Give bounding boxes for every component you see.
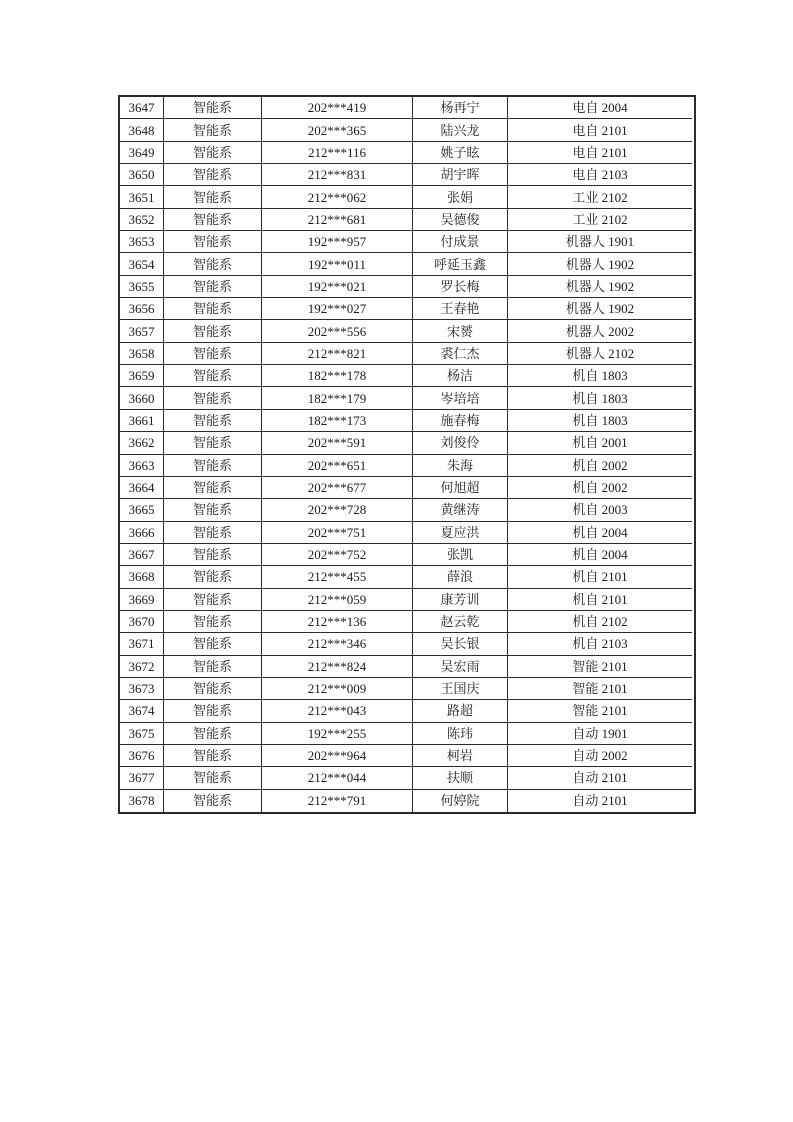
row-index-cell: 3652 xyxy=(120,209,164,231)
name-cell: 扶顺 xyxy=(413,767,508,789)
class-cell: 机器人 2102 xyxy=(508,343,692,365)
department-cell: 智能系 xyxy=(164,298,262,320)
student-id-cell: 202***651 xyxy=(262,455,413,477)
name-cell: 杨再宁 xyxy=(413,97,508,119)
class-cell: 工业 2102 xyxy=(508,186,692,208)
name-cell: 裘仁杰 xyxy=(413,343,508,365)
row-index-cell: 3648 xyxy=(120,119,164,141)
department-cell: 智能系 xyxy=(164,387,262,409)
department-cell: 智能系 xyxy=(164,164,262,186)
class-cell: 机自 1803 xyxy=(508,365,692,387)
class-cell: 电自 2101 xyxy=(508,119,692,141)
student-id-cell: 212***062 xyxy=(262,186,413,208)
row-index-cell: 3666 xyxy=(120,522,164,544)
student-id-cell: 212***824 xyxy=(262,656,413,678)
name-cell: 罗长梅 xyxy=(413,276,508,298)
student-id-cell: 202***556 xyxy=(262,320,413,342)
name-cell: 王春艳 xyxy=(413,298,508,320)
class-cell: 机器人 2002 xyxy=(508,320,692,342)
row-index-cell: 3662 xyxy=(120,432,164,454)
name-cell: 吴长银 xyxy=(413,633,508,655)
name-cell: 黄继涛 xyxy=(413,499,508,521)
row-index-cell: 3651 xyxy=(120,186,164,208)
row-index-cell: 3664 xyxy=(120,477,164,499)
department-cell: 智能系 xyxy=(164,142,262,164)
department-cell: 智能系 xyxy=(164,544,262,566)
name-cell: 陈玮 xyxy=(413,723,508,745)
row-index-cell: 3663 xyxy=(120,455,164,477)
student-id-cell: 212***136 xyxy=(262,611,413,633)
department-cell: 智能系 xyxy=(164,745,262,767)
name-cell: 薛浪 xyxy=(413,566,508,588)
student-id-cell: 212***791 xyxy=(262,790,413,812)
name-cell: 陆兴龙 xyxy=(413,119,508,141)
department-cell: 智能系 xyxy=(164,253,262,275)
class-cell: 智能 2101 xyxy=(508,656,692,678)
row-index-cell: 3677 xyxy=(120,767,164,789)
class-cell: 电自 2004 xyxy=(508,97,692,119)
student-id-cell: 202***365 xyxy=(262,119,413,141)
department-cell: 智能系 xyxy=(164,767,262,789)
row-index-cell: 3657 xyxy=(120,320,164,342)
name-cell: 吴德俊 xyxy=(413,209,508,231)
row-index-cell: 3671 xyxy=(120,633,164,655)
student-id-cell: 212***043 xyxy=(262,700,413,722)
department-cell: 智能系 xyxy=(164,589,262,611)
class-cell: 机自 2001 xyxy=(508,432,692,454)
class-cell: 机器人 1901 xyxy=(508,231,692,253)
student-id-cell: 192***255 xyxy=(262,723,413,745)
class-cell: 自动 2002 xyxy=(508,745,692,767)
row-index-cell: 3656 xyxy=(120,298,164,320)
department-cell: 智能系 xyxy=(164,790,262,812)
class-cell: 机器人 1902 xyxy=(508,276,692,298)
department-cell: 智能系 xyxy=(164,455,262,477)
department-cell: 智能系 xyxy=(164,119,262,141)
row-index-cell: 3668 xyxy=(120,566,164,588)
name-cell: 姚子眩 xyxy=(413,142,508,164)
row-index-cell: 3650 xyxy=(120,164,164,186)
department-cell: 智能系 xyxy=(164,186,262,208)
student-id-cell: 182***173 xyxy=(262,410,413,432)
student-id-cell: 182***179 xyxy=(262,387,413,409)
row-index-cell: 3670 xyxy=(120,611,164,633)
student-id-cell: 212***059 xyxy=(262,589,413,611)
department-cell: 智能系 xyxy=(164,97,262,119)
class-cell: 机自 2102 xyxy=(508,611,692,633)
row-index-cell: 3658 xyxy=(120,343,164,365)
name-cell: 朱海 xyxy=(413,455,508,477)
student-id-cell: 202***751 xyxy=(262,522,413,544)
department-cell: 智能系 xyxy=(164,209,262,231)
row-index-cell: 3672 xyxy=(120,656,164,678)
class-cell: 工业 2102 xyxy=(508,209,692,231)
class-cell: 机自 2004 xyxy=(508,522,692,544)
department-cell: 智能系 xyxy=(164,432,262,454)
name-cell: 何旭超 xyxy=(413,477,508,499)
name-cell: 路超 xyxy=(413,700,508,722)
name-cell: 何婷院 xyxy=(413,790,508,812)
department-cell: 智能系 xyxy=(164,231,262,253)
department-cell: 智能系 xyxy=(164,410,262,432)
name-cell: 杨洁 xyxy=(413,365,508,387)
name-cell: 宋赟 xyxy=(413,320,508,342)
student-id-cell: 212***346 xyxy=(262,633,413,655)
row-index-cell: 3661 xyxy=(120,410,164,432)
class-cell: 机自 2101 xyxy=(508,589,692,611)
class-cell: 电自 2103 xyxy=(508,164,692,186)
department-cell: 智能系 xyxy=(164,633,262,655)
department-cell: 智能系 xyxy=(164,320,262,342)
row-index-cell: 3655 xyxy=(120,276,164,298)
name-cell: 刘俊伶 xyxy=(413,432,508,454)
department-cell: 智能系 xyxy=(164,343,262,365)
class-cell: 机自 1803 xyxy=(508,410,692,432)
student-id-cell: 212***116 xyxy=(262,142,413,164)
row-index-cell: 3673 xyxy=(120,678,164,700)
row-index-cell: 3660 xyxy=(120,387,164,409)
class-cell: 机自 2004 xyxy=(508,544,692,566)
row-index-cell: 3654 xyxy=(120,253,164,275)
row-index-cell: 3647 xyxy=(120,97,164,119)
class-cell: 自动 1901 xyxy=(508,723,692,745)
class-cell: 机自 2003 xyxy=(508,499,692,521)
student-id-cell: 212***455 xyxy=(262,566,413,588)
name-cell: 王国庆 xyxy=(413,678,508,700)
class-cell: 机自 2002 xyxy=(508,455,692,477)
row-index-cell: 3674 xyxy=(120,700,164,722)
student-id-cell: 202***419 xyxy=(262,97,413,119)
class-cell: 机自 2103 xyxy=(508,633,692,655)
student-id-cell: 182***178 xyxy=(262,365,413,387)
name-cell: 施春梅 xyxy=(413,410,508,432)
row-index-cell: 3667 xyxy=(120,544,164,566)
student-id-cell: 212***831 xyxy=(262,164,413,186)
row-index-cell: 3675 xyxy=(120,723,164,745)
student-id-cell: 202***677 xyxy=(262,477,413,499)
class-cell: 智能 2101 xyxy=(508,700,692,722)
row-index-cell: 3676 xyxy=(120,745,164,767)
name-cell: 柯岩 xyxy=(413,745,508,767)
student-id-cell: 202***728 xyxy=(262,499,413,521)
name-cell: 岑培培 xyxy=(413,387,508,409)
class-cell: 机自 1803 xyxy=(508,387,692,409)
name-cell: 吴宏雨 xyxy=(413,656,508,678)
name-cell: 付成景 xyxy=(413,231,508,253)
student-id-cell: 212***821 xyxy=(262,343,413,365)
student-id-cell: 212***681 xyxy=(262,209,413,231)
class-cell: 电自 2101 xyxy=(508,142,692,164)
name-cell: 康芳训 xyxy=(413,589,508,611)
student-roster-table xyxy=(118,95,696,814)
student-id-cell: 212***044 xyxy=(262,767,413,789)
student-id-cell: 202***591 xyxy=(262,432,413,454)
student-id-cell: 202***752 xyxy=(262,544,413,566)
class-cell: 智能 2101 xyxy=(508,678,692,700)
name-cell: 张凯 xyxy=(413,544,508,566)
class-cell: 机自 2101 xyxy=(508,566,692,588)
class-cell: 自动 2101 xyxy=(508,767,692,789)
department-cell: 智能系 xyxy=(164,522,262,544)
department-cell: 智能系 xyxy=(164,723,262,745)
department-cell: 智能系 xyxy=(164,477,262,499)
row-index-cell: 3659 xyxy=(120,365,164,387)
name-cell: 张娟 xyxy=(413,186,508,208)
department-cell: 智能系 xyxy=(164,678,262,700)
department-cell: 智能系 xyxy=(164,499,262,521)
row-index-cell: 3669 xyxy=(120,589,164,611)
department-cell: 智能系 xyxy=(164,700,262,722)
student-id-cell: 192***957 xyxy=(262,231,413,253)
student-id-cell: 202***964 xyxy=(262,745,413,767)
row-index-cell: 3678 xyxy=(120,790,164,812)
class-cell: 机器人 1902 xyxy=(508,253,692,275)
class-cell: 机自 2002 xyxy=(508,477,692,499)
department-cell: 智能系 xyxy=(164,365,262,387)
name-cell: 呼延玉鑫 xyxy=(413,253,508,275)
student-id-cell: 192***011 xyxy=(262,253,413,275)
department-cell: 智能系 xyxy=(164,566,262,588)
row-index-cell: 3665 xyxy=(120,499,164,521)
department-cell: 智能系 xyxy=(164,656,262,678)
name-cell: 赵云乾 xyxy=(413,611,508,633)
name-cell: 夏应洪 xyxy=(413,522,508,544)
department-cell: 智能系 xyxy=(164,611,262,633)
student-id-cell: 192***021 xyxy=(262,276,413,298)
student-id-cell: 192***027 xyxy=(262,298,413,320)
class-cell: 自动 2101 xyxy=(572,793,628,809)
student-id-cell: 212***009 xyxy=(262,678,413,700)
row-index-cell: 3649 xyxy=(120,142,164,164)
department-cell: 智能系 xyxy=(164,276,262,298)
row-index-cell: 3653 xyxy=(120,231,164,253)
class-cell: 机器人 1902 xyxy=(508,298,692,320)
name-cell: 胡宇晖 xyxy=(413,164,508,186)
